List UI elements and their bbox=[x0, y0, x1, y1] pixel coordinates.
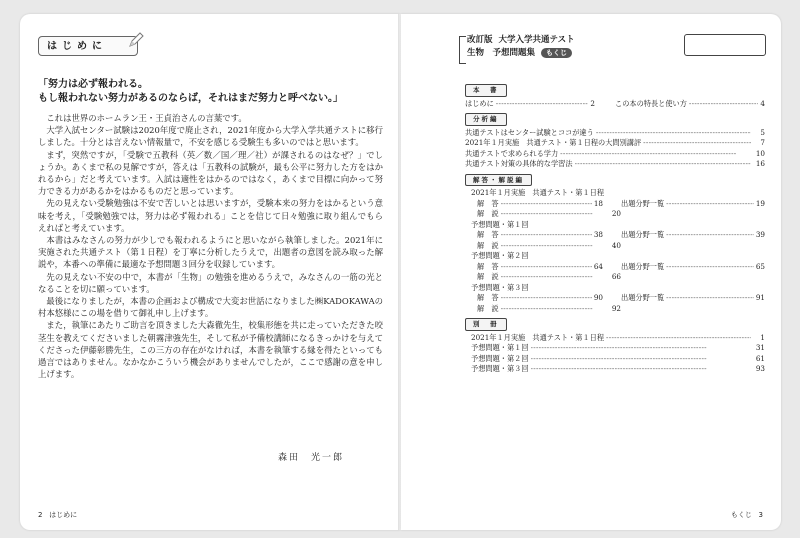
toc-page: 31 bbox=[755, 343, 765, 352]
toc-page: 38 bbox=[593, 230, 603, 239]
toc-page: 90 bbox=[593, 293, 603, 302]
toc-page: 39 bbox=[755, 230, 765, 239]
toc-row[interactable] bbox=[465, 241, 765, 252]
pencil-icon bbox=[128, 32, 144, 48]
toc-page: 66 bbox=[611, 272, 621, 281]
toc-row[interactable] bbox=[465, 364, 765, 375]
right-footer bbox=[731, 510, 763, 520]
toc-label: 解 答 bbox=[477, 230, 499, 239]
section-label-answers: 解答・解説編 bbox=[465, 174, 532, 187]
toc-group-title: 予想問題・第１回 bbox=[471, 219, 529, 229]
toc-label: 出題分野一覧 bbox=[621, 230, 665, 239]
toc-badge: もくじ bbox=[541, 48, 572, 58]
toc-page: 5 bbox=[760, 127, 765, 137]
title-bracket bbox=[459, 36, 466, 64]
quote-line-2: もし報われない努力があるのならば，それはまだ努力と呼べない。」 bbox=[38, 93, 343, 104]
paragraph: 先の見えない不安の中で，本書が「生物」の勉強を進めるうえで，みなさんの一筋の光となることを切に願っています。 bbox=[38, 271, 383, 294]
paragraph: 最後になりましたが，本書の企画および構成で大変お世話になりました㈱KADOKAWAの村本悠様にこの場を借りて御礼申し上げます。 bbox=[38, 296, 383, 319]
paragraph: 先の見えない受験勉強は不安で苦しいとは思いますが，受験本来の努力をはかるという意味を考え，「受験勉強では，努力は必ず報われる」ことを信じて日々勉強に取り組んでもらえればと考えています。 bbox=[38, 198, 383, 233]
toc-row[interactable] bbox=[465, 199, 765, 210]
toc-label: 共通テスト対策の具体的な学習法 bbox=[465, 159, 573, 168]
toc-page: 4 bbox=[760, 98, 765, 108]
toc-page: 93 bbox=[755, 364, 765, 373]
footer-title: はじめに bbox=[49, 511, 78, 519]
footer-title: もくじ bbox=[730, 511, 752, 519]
paragraph: 大学入試センター試験は2020年度で廃止され，2021年度から大学入学共通テストに移行しました。十分とは言えない情報量で，不安を感じる受験生も多いのではと思います。 bbox=[38, 125, 383, 148]
toc-group-title: 予想問題・第２回 bbox=[471, 251, 529, 260]
toc-label: 解 答 bbox=[477, 198, 499, 208]
toc-page: 10 bbox=[755, 148, 765, 158]
toc-page: 64 bbox=[593, 261, 603, 271]
toc-label: 共通テストはセンター試験とココが違う bbox=[465, 127, 594, 137]
toc-label: 出題分野一覧 bbox=[621, 261, 665, 271]
toc-row[interactable] bbox=[465, 343, 765, 354]
section-header-tab: はじめに bbox=[38, 36, 138, 56]
toc-label: 解 説 bbox=[477, 240, 499, 250]
toc-label: 予想問題・第３回 bbox=[471, 364, 529, 373]
edition-label: 改訂版 bbox=[467, 35, 493, 45]
page-number: 2 bbox=[38, 511, 43, 519]
toc-label: 予想問題・第２回 bbox=[471, 353, 529, 363]
toc-page: 91 bbox=[755, 293, 765, 302]
section-label-main: 本 書 bbox=[465, 84, 507, 97]
toc-label: 解 答 bbox=[477, 261, 499, 271]
toc-label: 解 答 bbox=[477, 293, 499, 302]
paragraph: これは世界のホームラン王・王貞治さんの言葉です。 bbox=[46, 113, 247, 123]
toc-label: この本の特長と使い方 bbox=[615, 98, 687, 108]
paragraph: 本書はみなさんの努力が少しでも報われるようにと思いながら執筆しました。2021年に実施された共通テスト（第１日程）を丁寧に分析したうえで，出題者の意図を読み取った解説や，本番への準備に最適な予想問題３回分を収録しています。 bbox=[38, 235, 383, 270]
title-line-2: 生物 予想問題集 bbox=[467, 48, 536, 58]
section-label-analysis: 分析編 bbox=[465, 113, 507, 126]
toc-page: 92 bbox=[611, 303, 621, 313]
toc-row[interactable] bbox=[465, 159, 765, 170]
table-of-contents bbox=[465, 80, 765, 375]
toc-row[interactable] bbox=[465, 354, 765, 365]
intro-body bbox=[38, 112, 383, 380]
toc-label: 2021年１月実施 共通テスト・第１日程 bbox=[471, 332, 605, 342]
left-page bbox=[20, 14, 400, 530]
toc-label: 2021年１月実施 共通テスト・第１日程の大問別講評 bbox=[465, 138, 642, 147]
page-number: 3 bbox=[758, 511, 763, 519]
section-label-supplement: 別 冊 bbox=[465, 318, 507, 331]
toc-page: 20 bbox=[611, 209, 621, 218]
toc-group-title: 2021年１月実施 共通テスト・第１日程 bbox=[471, 188, 605, 197]
toc-row[interactable] bbox=[465, 138, 765, 149]
title-frame bbox=[684, 34, 766, 56]
toc-row[interactable] bbox=[465, 293, 765, 304]
author-signature: 森田 光一郎 bbox=[278, 453, 345, 463]
toc-group-title: 予想問題・第３回 bbox=[471, 282, 529, 292]
toc-page: 18 bbox=[593, 198, 603, 208]
toc-label: 共通テストで求められる学力 bbox=[465, 148, 559, 158]
toc-row[interactable] bbox=[465, 333, 765, 344]
title-line-1: 大学入学共通テスト bbox=[498, 35, 575, 45]
toc-row[interactable] bbox=[465, 209, 765, 220]
toc-label: はじめに bbox=[465, 98, 494, 108]
toc-page: 7 bbox=[760, 138, 765, 147]
toc-row[interactable] bbox=[465, 128, 765, 139]
toc-row[interactable] bbox=[465, 262, 765, 273]
toc-row[interactable] bbox=[465, 230, 765, 241]
toc-page: 40 bbox=[611, 240, 621, 250]
toc-row[interactable] bbox=[465, 149, 765, 160]
toc-label: 解 説 bbox=[477, 272, 499, 281]
toc-page: 1 bbox=[760, 332, 765, 342]
opening-quote bbox=[38, 78, 383, 106]
toc-label: 出題分野一覧 bbox=[621, 293, 665, 302]
paragraph: また，執筆にあたりご助言を頂きました大森徹先生，校集形態を共に走っていただきた咬茎生を教えてくださいました朝霧津強先生，そして私が予備校講師になるきっかけを与えてくださった伊藤彰勝先生，この三方の存在がなければ，本書を執筆する縁を得たといっても過言ではありません。なかなかこういう機会がありませんでしたが，ここで感謝の意を申し上げます。 bbox=[38, 320, 383, 380]
toc-row[interactable] bbox=[465, 99, 765, 110]
toc-label: 予想問題・第１回 bbox=[471, 343, 529, 352]
toc-row[interactable] bbox=[465, 272, 765, 283]
toc-label: 解 説 bbox=[477, 209, 499, 218]
toc-label: 出題分野一覧 bbox=[621, 198, 665, 208]
right-page bbox=[401, 14, 781, 530]
book-title bbox=[467, 34, 575, 60]
toc-row[interactable] bbox=[465, 304, 765, 315]
quote-line-1: 「努力は必ず報われる。 bbox=[38, 79, 148, 90]
toc-page: 2 bbox=[590, 98, 595, 108]
toc-page: 61 bbox=[755, 353, 765, 363]
toc-label: 解 説 bbox=[477, 303, 499, 313]
toc-page: 16 bbox=[755, 159, 765, 168]
paragraph: まず，突然ですが，「受験で五教科（英／数／国／理／社）が課されるのはなぜ？」でしょうか。あくまで私の見解ですが，答えは「五教科の試験が，最も公平に努力した方をはかれるから」だと考えています。入試は適性をはかるのではなく，あくまで目標に向かって努力できる力があるかをはかるものだと思っています。 bbox=[38, 149, 383, 197]
left-footer bbox=[38, 510, 77, 520]
toc-page: 65 bbox=[755, 261, 765, 271]
toc-page: 19 bbox=[755, 198, 765, 208]
